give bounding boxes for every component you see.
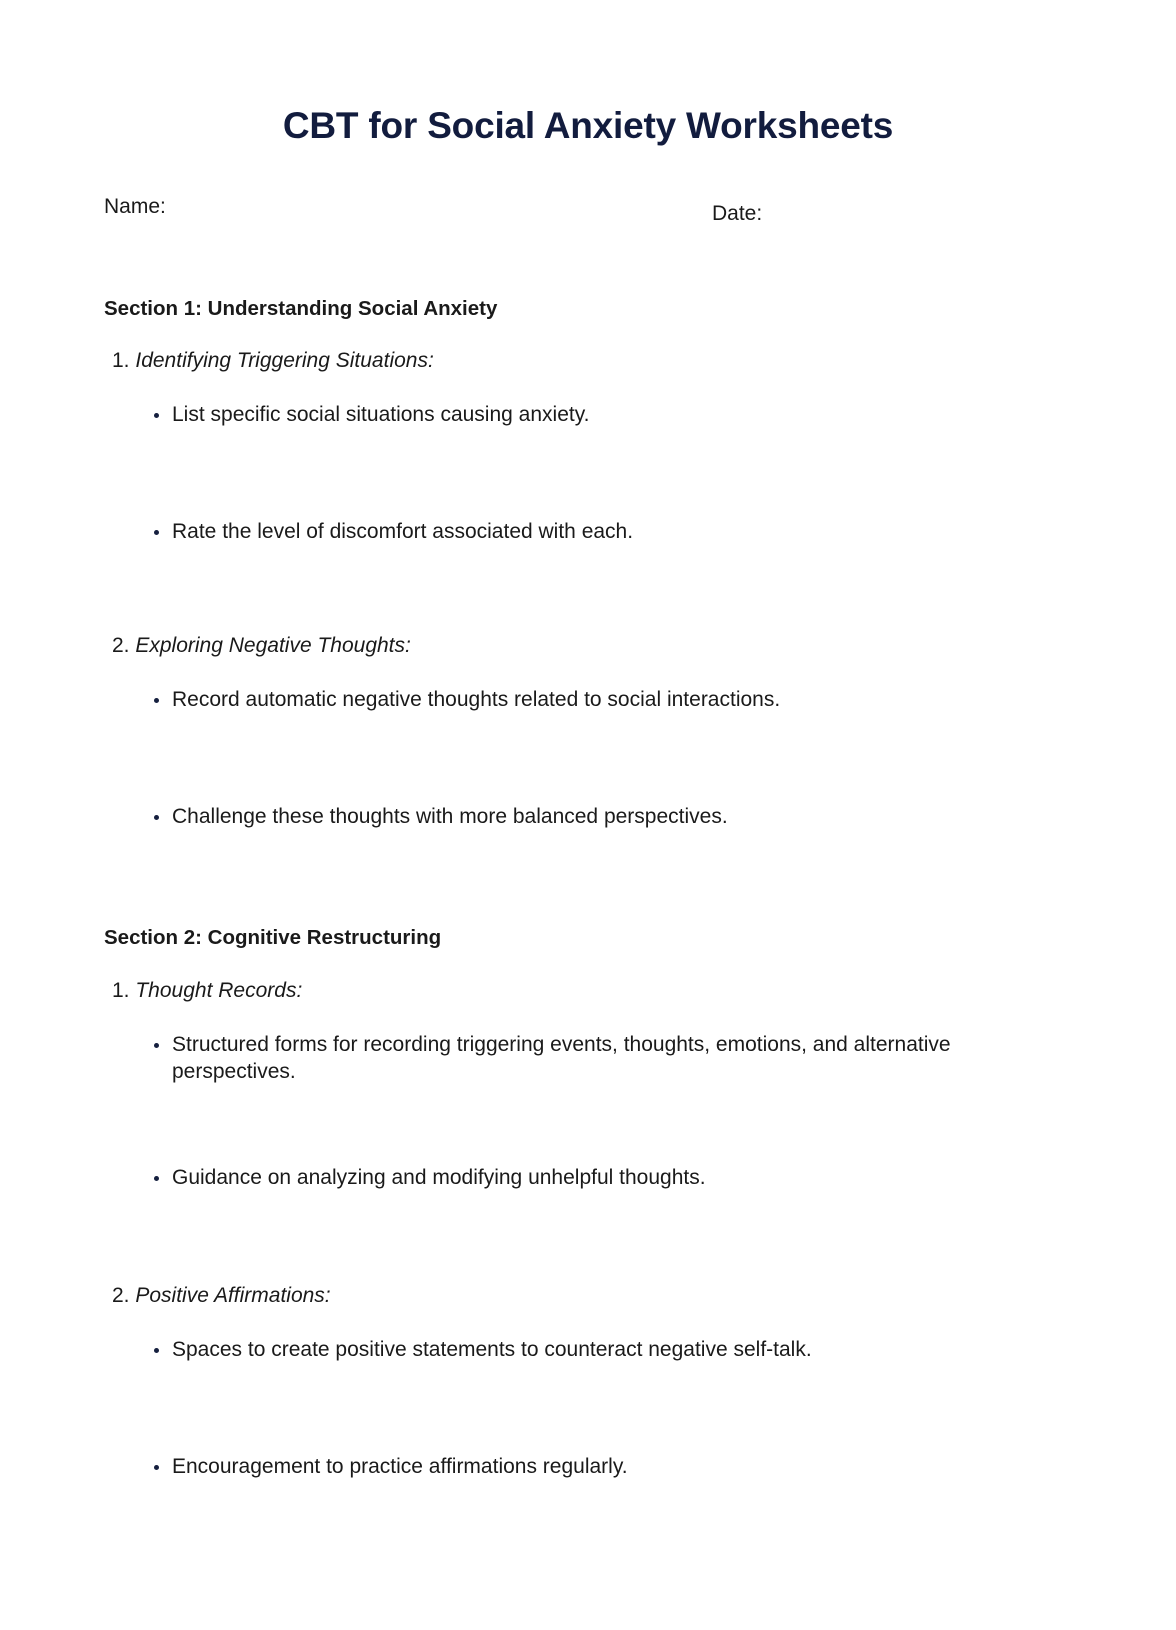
bullet-text: Challenge these thoughts with more balanced perspectives.: [172, 805, 728, 829]
section-1-item-2-line: [104, 633, 1072, 659]
section-2-item-2-line: [104, 1283, 1072, 1309]
section-1-item-1-number: 1.: [112, 349, 130, 373]
list-item: [104, 402, 1072, 429]
worksheet-content: [0, 297, 1176, 1481]
section-2-item-1-bullets: [104, 1032, 1072, 1192]
bullet-text: Rate the level of discomfort associated with each.: [172, 520, 634, 544]
form-meta-row: [0, 195, 1176, 235]
list-item: [104, 1165, 1072, 1192]
section-2-item-2: [104, 1283, 1072, 1481]
section-2: [104, 926, 1072, 1480]
section-1-item-1-bullets: [104, 402, 1072, 546]
section-1-heading: Section 1: Understanding Social Anxiety: [104, 296, 498, 320]
bullet-text: Record automatic negative thoughts related to social interactions.: [172, 688, 781, 712]
section-1-item-1-line: [104, 348, 1072, 374]
bullet-text: Structured forms for recording triggering events, thoughts, emotions, and alternative perspectives.: [172, 1032, 951, 1083]
bullet-text: Spaces to create positive statements to counteract negative self-talk.: [172, 1337, 812, 1361]
section-1-item-2-bullets: [104, 687, 1072, 831]
list-item: [104, 1032, 1072, 1086]
list-item: [104, 1337, 1072, 1364]
bullet-text: Encouragement to practice affirmations regularly.: [172, 1454, 628, 1478]
bullet-text: List specific social situations causing anxiety.: [172, 403, 590, 427]
section-1-item-2-number: 2.: [112, 634, 130, 658]
list-item: [104, 1454, 1072, 1481]
list-item: [104, 804, 1072, 831]
section-2-item-2-bullets: [104, 1337, 1072, 1481]
list-item: [104, 519, 1072, 546]
section-1-item-1: [104, 348, 1072, 546]
section-1-item-1-title: Identifying Triggering Situations:: [135, 349, 434, 373]
section-2-item-2-title: Positive Affirmations:: [135, 1283, 331, 1307]
section-1: [104, 297, 1072, 832]
date-field-label: Date:: [712, 201, 763, 225]
section-2-item-2-number: 2.: [112, 1283, 130, 1307]
section-2-item-1-number: 1.: [112, 978, 130, 1002]
page-title: CBT for Social Anxiety Worksheets: [282, 105, 894, 146]
list-item: [104, 687, 1072, 714]
section-2-item-1: [104, 978, 1072, 1192]
bullet-text: Guidance on analyzing and modifying unhelpful thoughts.: [172, 1165, 706, 1189]
section-2-item-1-line: [104, 978, 1072, 1004]
section-1-item-2-title: Exploring Negative Thoughts:: [135, 634, 411, 658]
section-2-heading: Section 2: Cognitive Restructuring: [104, 926, 442, 950]
section-1-item-2: [104, 633, 1072, 831]
name-field-label: Name:: [104, 194, 166, 218]
section-2-item-1-title: Thought Records:: [135, 978, 303, 1002]
